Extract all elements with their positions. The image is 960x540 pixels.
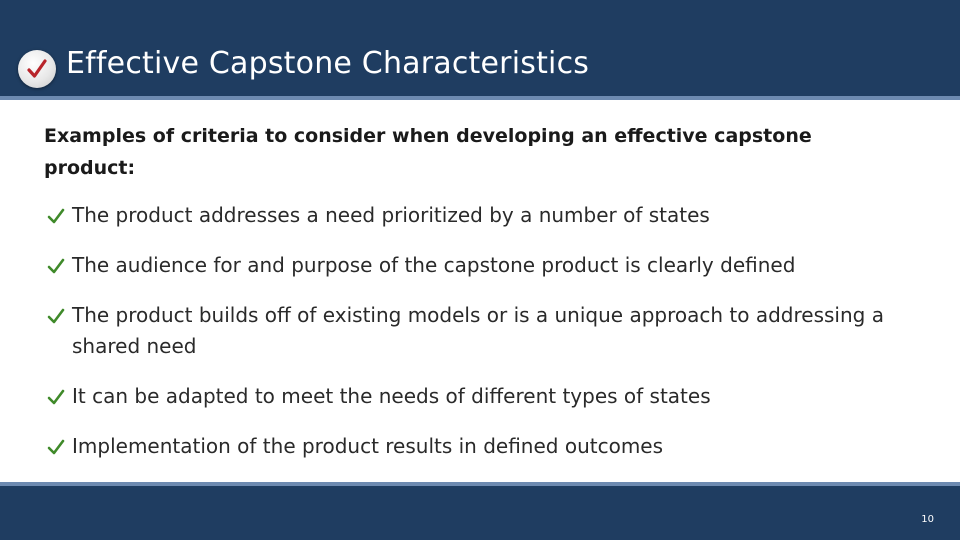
header-divider [0, 96, 960, 100]
list-item-text: Implementation of the product results in defined outcomes [72, 434, 664, 458]
page-number: 10 [921, 514, 934, 525]
checkmark-icon [46, 250, 72, 281]
list-item [46, 250, 916, 281]
checkmark-icon [46, 300, 72, 331]
slide-title: Effective Capstone Characteristics [66, 46, 590, 81]
list-item [46, 200, 916, 231]
footer-bar [0, 486, 960, 540]
checkmark-icon [46, 381, 72, 412]
list-item-text: It can be adapted to meet the needs of different types of states [72, 384, 711, 408]
checkmark-icon [46, 431, 72, 462]
list-item [46, 381, 916, 412]
list-item-text: The product addresses a need prioritized by a number of states [72, 203, 710, 227]
criteria-list [46, 200, 916, 481]
list-item-text: The product builds off of existing models or is a unique approach to addressing a shared need [72, 303, 884, 358]
intro-text: Examples of criteria to consider when developing an effective capstone product: [44, 125, 812, 179]
checkmark-icon [46, 200, 72, 231]
list-item [46, 300, 916, 362]
list-item [46, 431, 916, 462]
check-badge-icon [18, 50, 56, 88]
list-item-text: The audience for and purpose of the capstone product is clearly defined [72, 253, 796, 277]
